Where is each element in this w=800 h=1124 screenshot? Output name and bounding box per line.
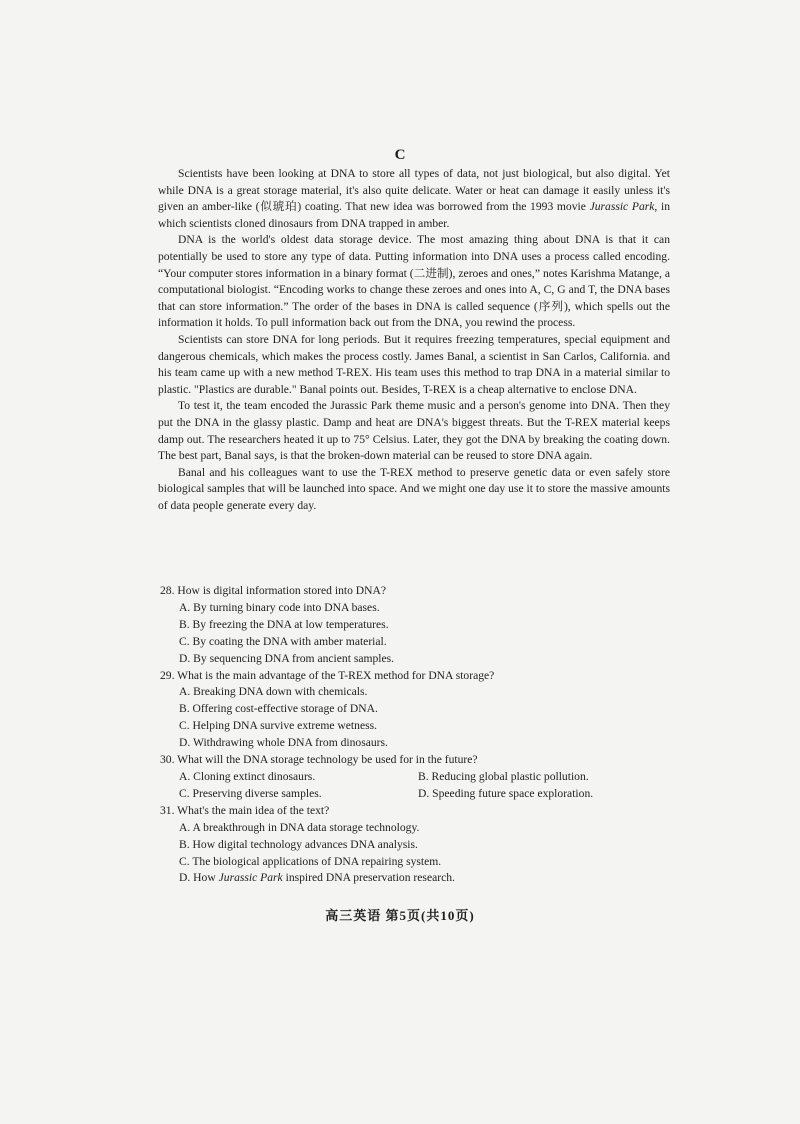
option-d: D. Withdrawing whole DNA from dinosaurs.: [179, 736, 388, 750]
option-row: [160, 786, 670, 803]
option-d: D. By sequencing DNA from ancient samples.: [179, 651, 395, 665]
paragraph-3: Scientists can store DNA for long periods. But it requires freezing temperatures, special equipment and dangerous chemicals, which makes the process costly. James Banal, a scientist in San Carlos, California. and his team came up with a new method T-REX. His team uses this method to trap DNA in a material similar to plastic. "Plastics are durable." Banal points out. Besides, T-REX is a cheap alternative to enclose DNA.: [158, 332, 670, 396]
page-footer: 高三英语 第5页(共10页): [325, 908, 475, 923]
option-c: C. By coating the DNA with amber material.: [179, 634, 387, 648]
option-a: A. By turning binary code into DNA bases.: [179, 600, 380, 614]
section-heading: C: [394, 147, 406, 163]
option-c: C. Preserving diverse samples.: [179, 786, 322, 800]
reading-passage: [158, 166, 670, 514]
movie-title: Jurassic Park: [589, 200, 655, 214]
question-29: [160, 668, 670, 753]
option-row: [160, 769, 670, 786]
question-stem: 28. How is digital information stored into DNA?: [160, 584, 387, 597]
paragraph-4: To test it, the team encoded the Jurassic Park theme music and a person's genome into DNA. Then they put the DNA in the glassy plastic. Damp and heat are DNA's biggest threats. But the T-REX material keeps damp out. The researchers heated it up to 75° Celsius. Later, they got the DNA by breaking the coating down. The best part, Banal says, is that the broken-down material can be reused to store DNA again.: [158, 399, 670, 463]
question-stem: 30. What will the DNA storage technology be used for in the future?: [160, 753, 478, 767]
paragraph-2: DNA is the world's oldest data storage device. The most amazing thing about DNA is that it can potentially be used to store any type of data. Putting information into DNA uses a process called encoding. “Your computer stores information in a binary format (二进制), zeroes and ones,” notes Karishma Matange, a computational biologist. “Encoding works to change these zeroes and ones into A, C, G and T, the DNA bases that can store information.” The order of the bases in DNA is called sequence (序列), which spells out the information it holds. To pull information back out from the DNA, you rewind the process.: [158, 233, 670, 330]
option-b: B. Offering cost-effective storage of DNA.: [179, 702, 378, 716]
question-31: [160, 803, 670, 888]
question-28: [160, 583, 670, 668]
option-d: D. How Jurassic Park inspired DNA preservation research.: [179, 871, 455, 885]
option-c: C. The biological applications of DNA repairing system.: [179, 854, 442, 868]
question-stem: 29. What is the main advantage of the T-REX method for DNA storage?: [160, 668, 495, 682]
option-b: B. Reducing global plastic pollution.: [418, 769, 589, 783]
option-b: B. How digital technology advances DNA analysis.: [179, 837, 418, 851]
paragraph-1: Scientists have been looking at DNA to store all types of data, not just biological, but also digital. Yet while DNA is a great storage material, it's also quite delicate. Water or heat can damage it easily unless it's given an amber-like (似琥珀) coating. That new idea was borrowed from the 1993 movie Jurassic Park, in which scientists cloned dinosaurs from DNA trapped in amber.: [158, 167, 670, 230]
question-list: [160, 583, 670, 887]
paragraph-5: Banal and his colleagues want to use the T-REX method to preserve genetic data or even safely store biological samples that will be launched into space. And we might one day use it to store the massive amounts of data people generate every day.: [158, 465, 670, 512]
option-a: A. Cloning extinct dinosaurs.: [179, 769, 316, 783]
question-30: [160, 752, 670, 803]
option-a: A. Breaking DNA down with chemicals.: [179, 685, 368, 699]
option-a: A. A breakthrough in DNA data storage technology.: [179, 820, 420, 834]
option-c: C. Helping DNA survive extreme wetness.: [179, 719, 378, 733]
movie-title: Jurassic Park: [218, 871, 283, 885]
option-b: B. By freezing the DNA at low temperatures.: [179, 617, 389, 631]
question-stem: 31. What's the main idea of the text?: [160, 803, 330, 817]
option-d: D. Speeding future space exploration.: [418, 786, 594, 800]
